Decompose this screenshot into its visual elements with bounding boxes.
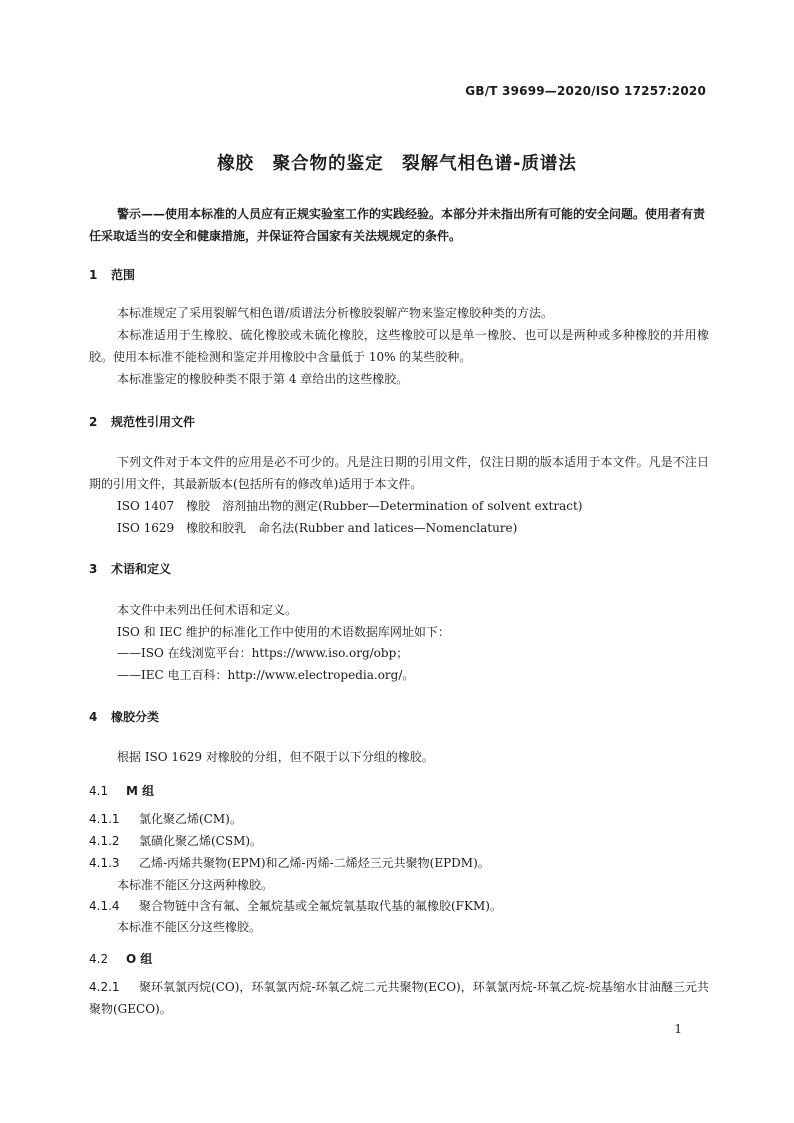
subsection-title: O 组 <box>126 952 153 966</box>
clause-text: 氯化聚乙烯(CM)。 <box>139 812 242 826</box>
clause-note: 本标准不能区分这两种橡胶。 <box>117 878 274 892</box>
standard-number: GB/T 39699—2020/ISO 17257:2020 <box>465 84 706 98</box>
section-title: 术语和定义 <box>111 562 172 576</box>
clause-number: 4.2.1 <box>89 980 120 994</box>
clause-4-1-4 <box>89 897 502 914</box>
section-number: 4 <box>89 710 98 724</box>
subsection-4-1-heading <box>89 782 154 799</box>
page-number: 1 <box>674 1022 682 1036</box>
normative-reference: ISO 1407 橡胶 溶剂抽出物的测定(Rubber—Determination of solvent extract) <box>117 499 583 513</box>
clause-text: 氯磺化聚乙烯(CSM)。 <box>139 834 263 848</box>
clause-number: 4.1.1 <box>89 812 120 826</box>
clause-number: 4.1.4 <box>89 899 120 913</box>
section-title: 橡胶分类 <box>111 710 160 724</box>
clause-text: 乙烯-丙烯共聚物(EPM)和乙烯-丙烯-二烯烃三元共聚物(EPDM)。 <box>139 856 490 870</box>
clause-text: 聚环氧氯丙烷(CO)，环氧氯丙烷-环氧乙烷二元共聚物(ECO)，环氧氯丙烷-环氧乙烷-烷基缩水甘油醚三元共聚物(GECO)。 <box>89 980 709 1016</box>
section-3-paragraph: 本文件中未列出任何术语和定义。 <box>117 603 298 617</box>
document-title: 橡胶 聚合物的鉴定 裂解气相色谱-质谱法 <box>217 154 577 174</box>
section-1-paragraph: 本标准适用于生橡胶、硫化橡胶或未硫化橡胶，这些橡胶可以是单一橡胶、也可以是两种或多种橡胶的并用橡胶。使用本标准不能检测和鉴定并用橡胶中含量低于 10% 的某些胶种。 <box>89 328 709 364</box>
subsection-title: M 组 <box>126 784 155 798</box>
clause-number: 4.1.2 <box>89 834 120 848</box>
clause-number: 4.1.3 <box>89 856 120 870</box>
clause-text: 聚合物链中含有氟、全氟烷基或全氟烷氧基取代基的氟橡胶(FKM)。 <box>139 899 502 913</box>
warning-paragraph: 警示——使用本标准的人员应有正规实验室工作的实践经验。本部分并未指出所有可能的安全问题。使用者有责任采取适当的安全和健康措施，并保证符合国家有关法规规定的条件。 <box>89 207 706 243</box>
section-3-heading <box>89 560 171 577</box>
clause-4-2-1 <box>89 976 709 1020</box>
section-1-paragraph: 本标准规定了采用裂解气相色谱/质谱法分析橡胶裂解产物来鉴定橡胶种类的方法。 <box>117 306 554 320</box>
clause-4-1-3 <box>89 854 490 871</box>
section-1-paragraph: 本标准鉴定的橡胶种类不限于第 4 章给出的这些橡胶。 <box>117 372 409 386</box>
clause-4-1-1 <box>89 810 242 827</box>
section-title: 范围 <box>111 268 136 282</box>
section-2-paragraph: 下列文件对于本文件的应用是必不可少的。凡是注日期的引用文件，仅注日期的版本适用于本文件。凡是不注日期的引用文件，其最新版本(包括所有的修改单)适用于本文件。 <box>89 455 709 491</box>
section-4-paragraph: 根据 ISO 1629 对橡胶的分组，但不限于以下分组的橡胶。 <box>117 750 434 764</box>
term-database-item: ——ISO 在线浏览平台：https://www.iso.org/obp； <box>117 646 409 660</box>
section-number: 2 <box>89 415 98 429</box>
subsection-number: 4.1 <box>89 784 109 798</box>
section-3-paragraph: ISO 和 IEC 维护的标准化工作中使用的术语数据库网址如下： <box>117 625 450 639</box>
clause-4-1-2 <box>89 832 262 849</box>
clause-note: 本标准不能区分这些橡胶。 <box>117 920 262 934</box>
normative-reference: ISO 1629 橡胶和胶乳 命名法(Rubber and latices—Nomenclature) <box>117 521 518 535</box>
subsection-4-2-heading <box>89 950 152 967</box>
term-database-item: ——IEC 电工百科：http://www.electropedia.org/。 <box>117 668 415 682</box>
section-number: 1 <box>89 268 98 282</box>
section-number: 3 <box>89 562 98 576</box>
section-1-heading <box>89 266 135 283</box>
subsection-number: 4.2 <box>89 952 109 966</box>
section-title: 规范性引用文件 <box>111 415 196 429</box>
section-4-heading <box>89 708 159 725</box>
section-2-heading <box>89 413 195 430</box>
